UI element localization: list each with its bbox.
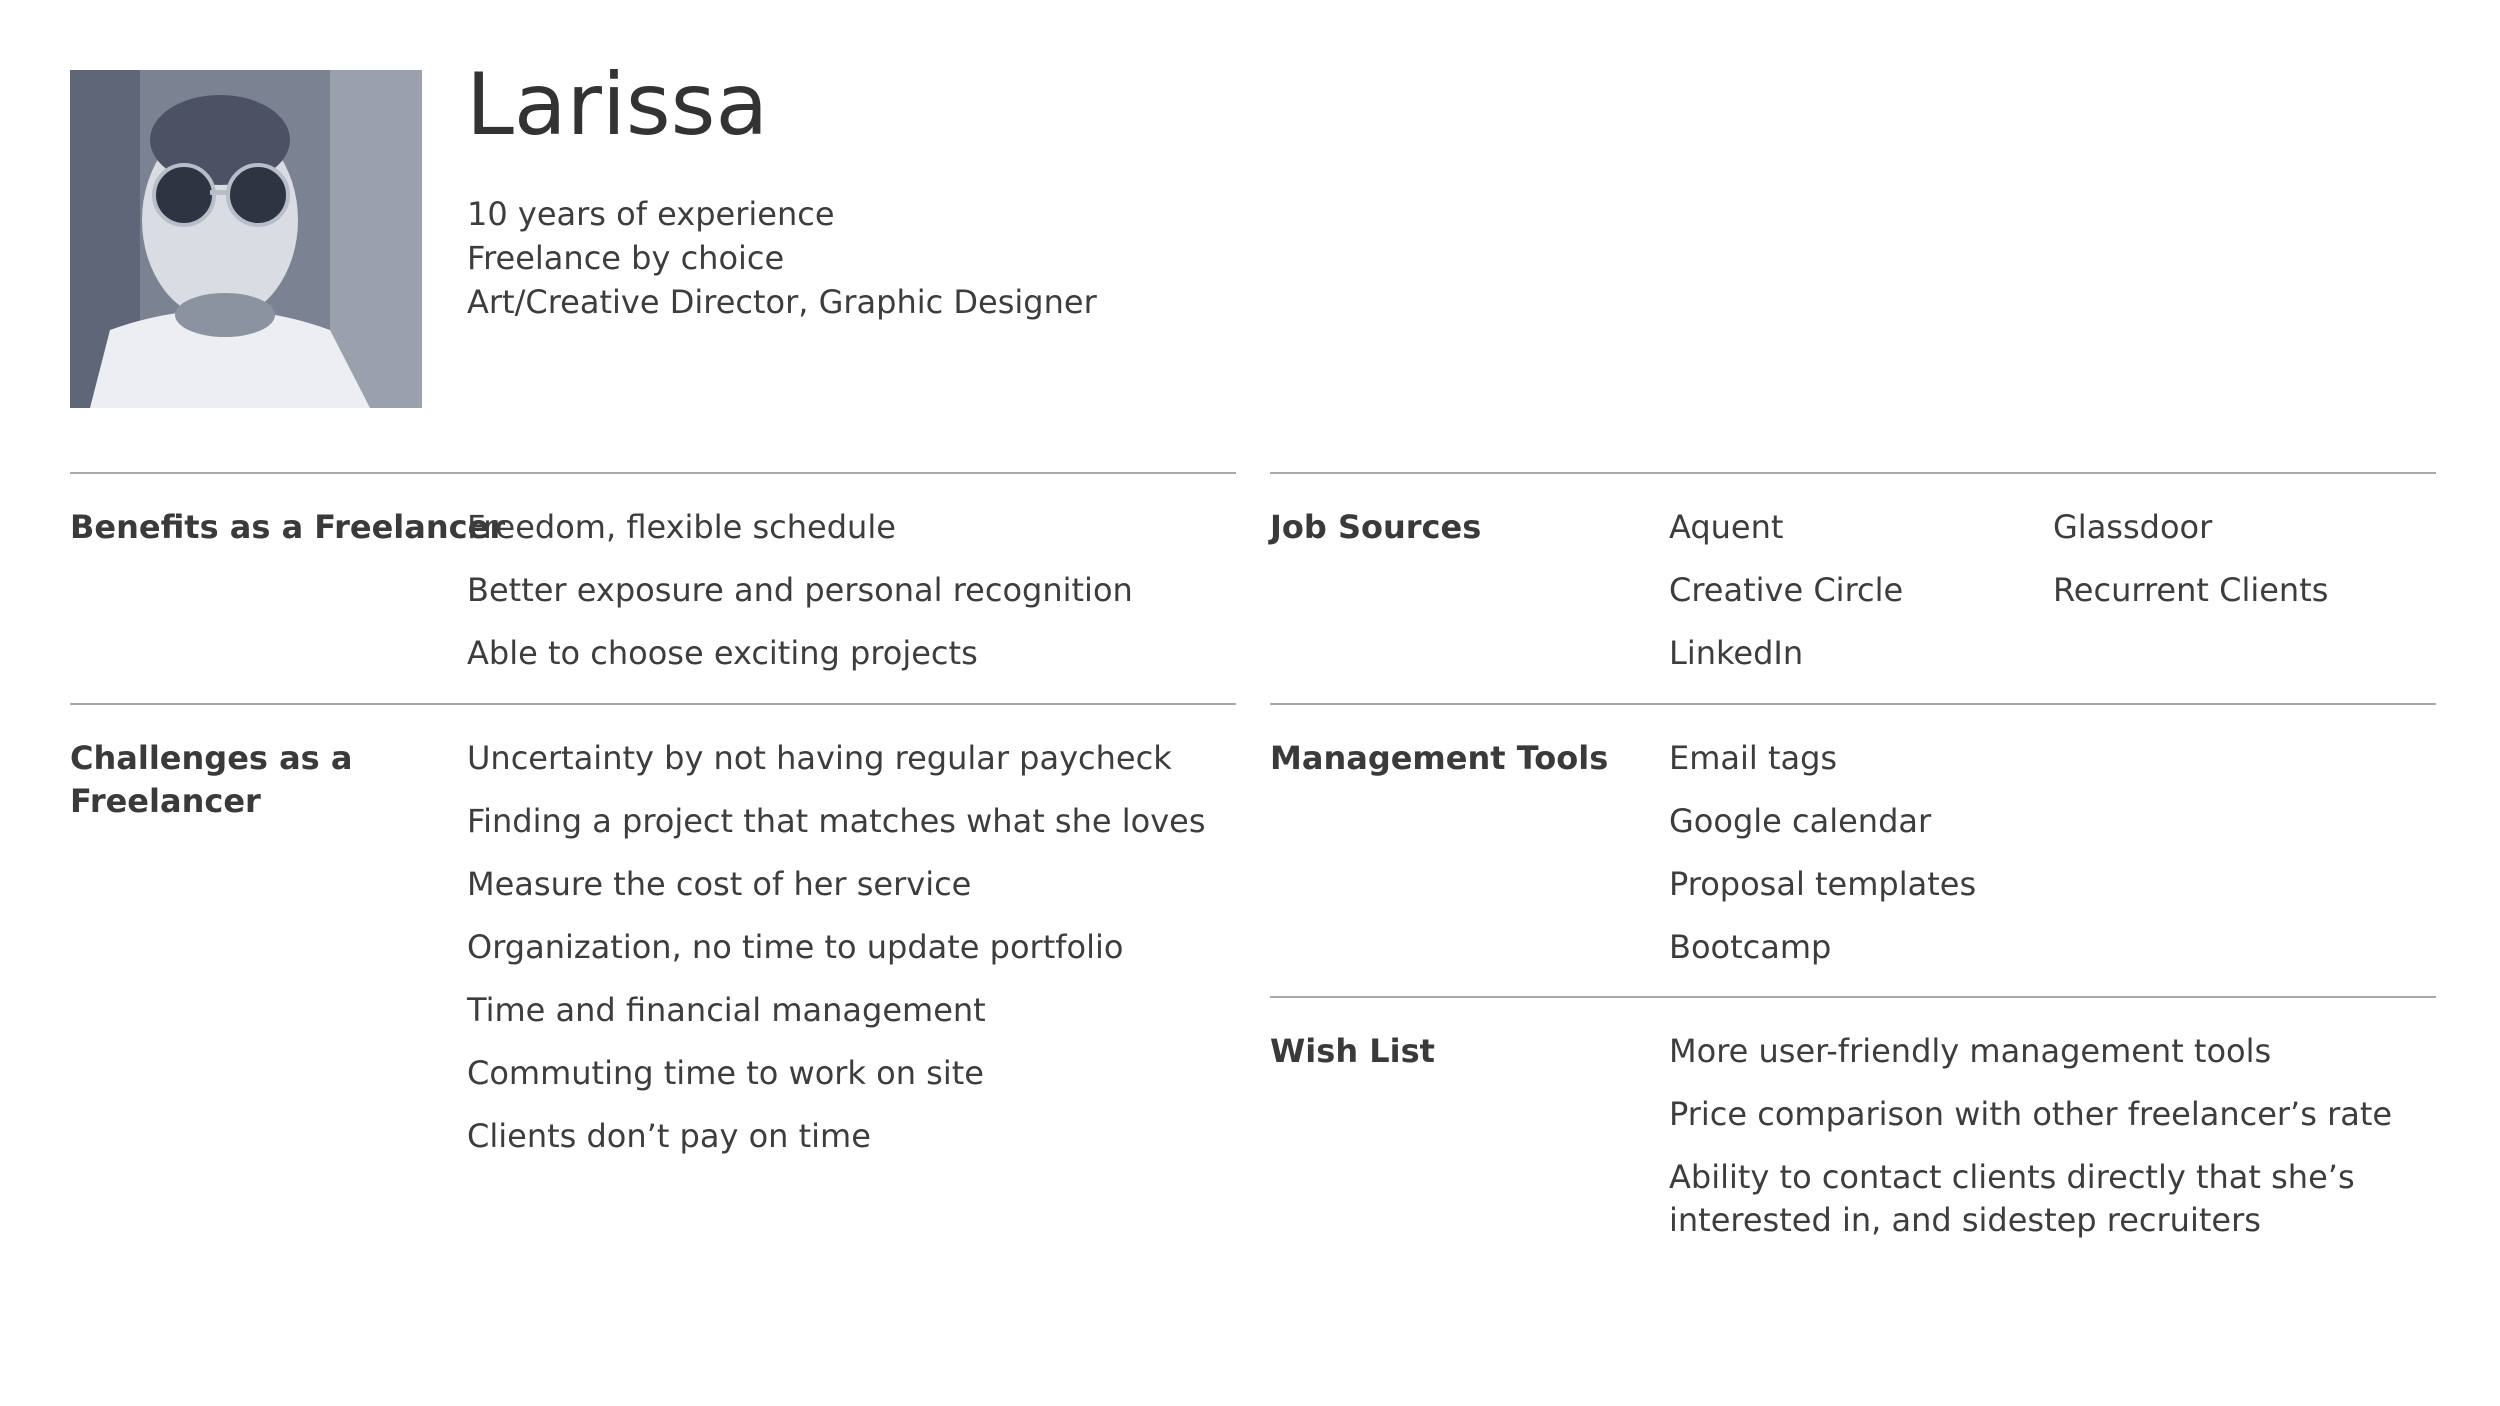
list-item: Recurrent Clients [2053, 571, 2329, 609]
role-text: Art/Creative Director, Graphic Designer [467, 283, 1097, 321]
challenges-label: Challenges as a Freelancer [70, 739, 353, 820]
list-item: Glassdoor [2053, 508, 2213, 546]
divider [1270, 703, 2436, 705]
persona-photo [70, 70, 422, 408]
management-tools-list [1669, 727, 1976, 979]
management-tools-label: Management Tools [1270, 739, 1609, 777]
list-item: Price comparison with other freelancer’s rate [1669, 1095, 2393, 1133]
list-item: Able to choose exciting projects [467, 634, 978, 672]
list-item: Email tags [1669, 739, 1838, 777]
benefits-label: Benefits as a Freelancer [70, 508, 506, 546]
list-item: LinkedIn [1669, 634, 1804, 672]
portrait-image [70, 70, 422, 408]
persona-name: Larissa [466, 55, 769, 155]
freelance-text: Freelance by choice [467, 239, 785, 277]
list-item: Commuting time to work on site [467, 1054, 984, 1092]
job-sources-list-2 [2053, 496, 2328, 622]
list-item: Proposal templates [1669, 865, 1977, 903]
list-item: Google calendar [1669, 802, 1932, 840]
list-item: Aquent [1669, 508, 1784, 546]
job-sources-list-1 [1669, 496, 1903, 685]
divider [1270, 472, 2436, 474]
list-item: Better exposure and personal recognition [467, 571, 1133, 609]
list-item: Measure the cost of her service [467, 865, 972, 903]
list-item: Bootcamp [1669, 928, 1832, 966]
list-item: Ability to contact clients directly that she’s interested in, and sidestep recruiters [1669, 1158, 2355, 1239]
list-item: More user-friendly management tools [1669, 1032, 2272, 1070]
list-item: Finding a project that matches what she loves [467, 802, 1206, 840]
list-item: Creative Circle [1669, 571, 1904, 609]
wish-list-label: Wish List [1270, 1032, 1435, 1070]
benefits-list [467, 496, 1133, 685]
persona-details [467, 192, 1097, 324]
list-item: Organization, no time to update portfolio [467, 928, 1124, 966]
challenges-list [467, 727, 1205, 1168]
wish-list [1669, 1020, 2429, 1242]
divider [1270, 996, 2436, 998]
list-item: Clients don’t pay on time [467, 1117, 871, 1155]
experience-text: 10 years of experience [467, 195, 835, 233]
list-item: Time and financial management [467, 991, 986, 1029]
list-item: Freedom, flexible schedule [467, 508, 896, 546]
divider [70, 703, 1236, 705]
job-sources-label: Job Sources [1270, 508, 1482, 546]
divider [70, 472, 1236, 474]
list-item: Uncertainty by not having regular paycheck [467, 739, 1172, 777]
